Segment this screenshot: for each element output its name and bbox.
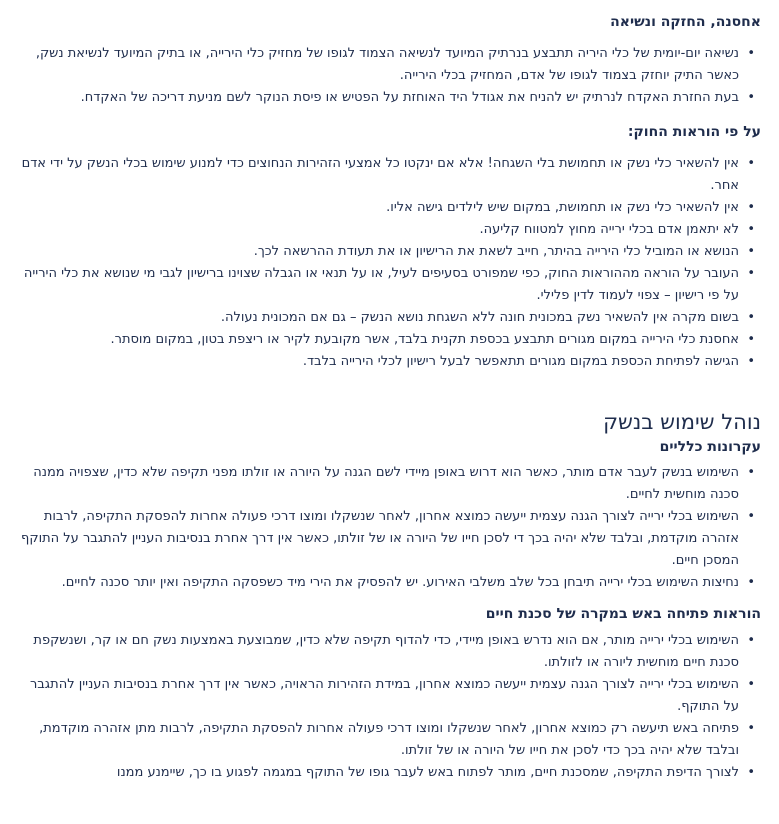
list-item: • אחסנת כלי הירייה במקום מגורים תתבצע בכספת תקנית בלבד, אשר מקובעת לקיר או ריצפת בטון, במקום מוסתר. [18,329,739,351]
list-item: • אין להשאיר כלי נשק או תחמושת בלי השגחה! אלא אם ינקטו כל אמצעי הזהירות הנחוצים כדי למנוע שימוש בכלי הנשק על ידי אדם אחר. [18,153,739,197]
list-item: • פתיחה באש תיעשה רק כמוצא אחרון, לאחר שנשקלו ומוצו דרכי פעולה אחרות להפסקת התקיפה, לרבות מתן אזהרה מוקדמת, ובלבד שלא יהיה בכך כדי לסכן את חייו של היורה או של זולתו. [18,718,739,762]
list-item: • השימוש בנשק לעבר אדם מותר, כאשר הוא דרוש באופן מיידי לשם הגנה על היורה או זולתו מפני תקיפה שלא כדין, שצפויה ממנה סכנה מוחשית לחיים. [18,462,739,506]
page-title: נוהל שימוש בנשק [603,410,761,434]
list-item: • לא יתאמן אדם בכלי ירייה מחוץ למטווח קליעה. [18,219,739,241]
section-title-law: על פי הוראות החוק: [627,124,761,140]
open-fire-list [18,630,761,784]
list-item: • אין להשאיר כלי נשק או תחמושת, במקום שיש לילדים גישה אליו. [18,197,739,219]
principles-list [18,462,761,594]
section-title-storage: אחסנה, החזקה ונשיאה [610,14,761,30]
list-item: • השימוש בכלי ירייה לצורך הגנה עצמית ייעשה כמוצא אחרון, במידת הזהירות הראויה, כאשר אין דרך אחרת בנסיבות העניין להתגבר על התוקף. [18,674,739,718]
list-item: • נחיצות השימוש בכלי ירייה תיבחן בכל שלב משלבי האירוע. יש להפסיק את הירי מיד כשפסקה התקיפה ואין יותר סכנה לחיים. [18,572,739,594]
list-item: • השימוש בכלי ירייה לצורך הגנה עצמית ייעשה כמוצא אחרון, לאחר שנשקלו ומוצו דרכי פעולה אחרות להפסקת התקיפה, לרבות אזהרה מוקדמת, ובלבד שלא יהיה בכך די לסכן חייו של היורה או של זולתו, כאשר אין דרך אחרת בנסיבות העניין להתגבר על התוקף המסכן חיים. [18,506,739,572]
list-item: • בשום מקרה אין להשאיר נשק במכונית חונה ללא השגחת נושא הנשק – גם אם המכונית נעולה. [18,307,739,329]
section-title-open-fire: הוראות פתיחה באש במקרה של סכנת חיים [485,606,761,622]
list-item: • הגישה לפתיחת הכספת במקום מגורים תתאפשר לבעל רישיון לכלי הירייה בלבד. [18,351,739,373]
list-item: • השימוש בכלי ירייה מותר, אם הוא נדרש באופן מיידי, כדי להדוף תקיפה שלא כדין, שמבוצעת באמצעות נשק חם או קר, ושנשקפת סכנת חיים מוחשית ליורה או לזולתו. [18,630,739,674]
list-item: • בעת החזרת האקדח לנרתיק יש להניח את אגודל היד האוחזת על הפטיש או פיסת הנוקר לשם מניעת דריכה של האקדח. [18,87,739,109]
list-item: • נשיאה יום-יומית של כלי היריה תתבצע בנרתיק המיועד לנשיאה הצמוד לגופו של מחזיק כלי הירייה, או בתיק המיועד לנשיאת נשק, כאשר התיק יוחזק בצמוד לגופו של אדם, המחזיק בכלי הירייה. [18,43,739,87]
list-item: • העובר על הוראה מההוראות החוק, כפי שמפורט בסעיפים לעיל, או על תנאי או הגבלה שצוינו ברישיון לגבי מי שנושא את כלי הירייה על פי רישיון – צפוי לעמוד לדין פלילי. [18,263,739,307]
storage-list [18,43,761,109]
section-title-principles: עקרונות כלליים [659,439,761,455]
list-item: • הנושא או המוביל כלי הירייה בהיתר, חייב לשאת את הרישיון או את תעודת ההרשאה לכך. [18,241,739,263]
list-item: • לצורך הדיפת התקיפה, שמסכנת חיים, מותר לפתוח באש לעבר גופו של התוקף במגמה לפגוע בו כך, שיימנע ממנו [18,762,739,784]
law-list [18,153,761,373]
